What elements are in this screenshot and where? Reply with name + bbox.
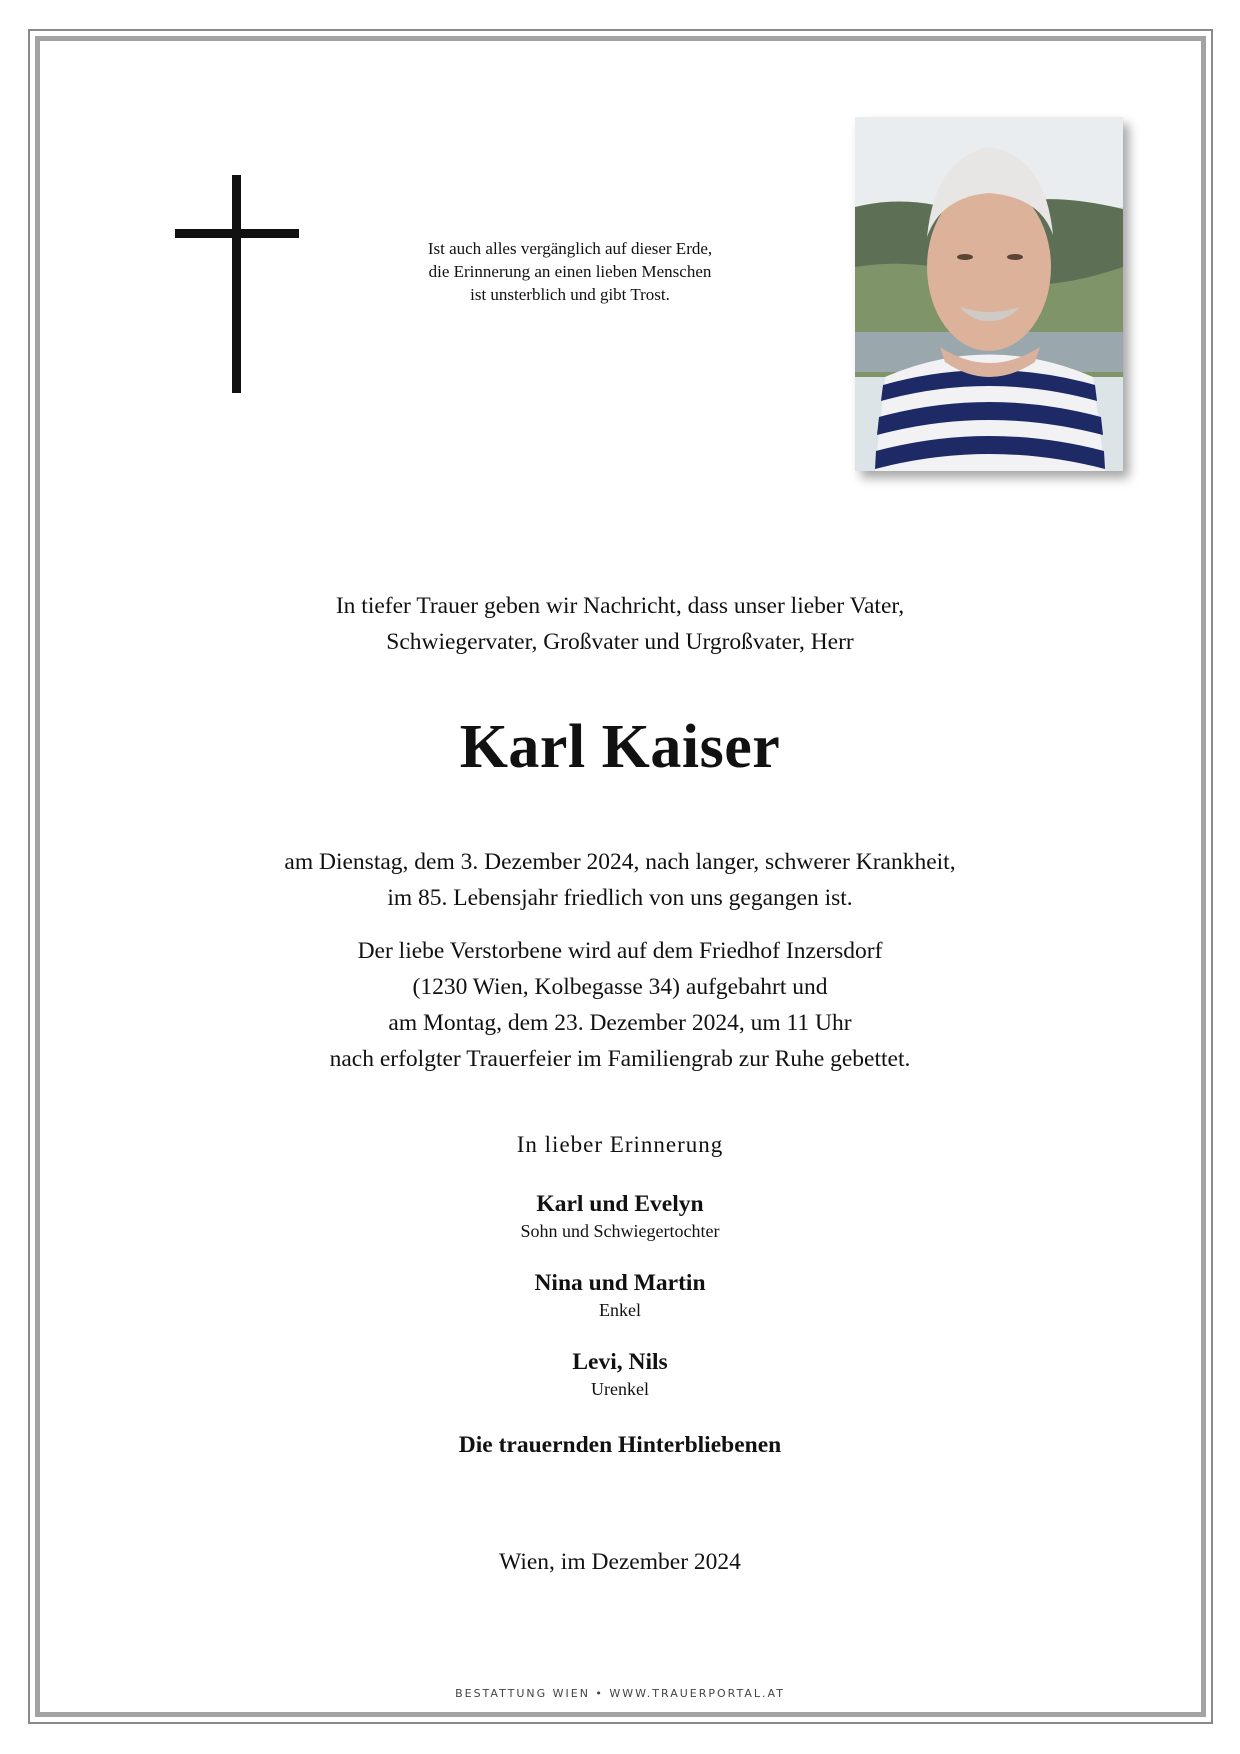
mourner-group — [120, 1268, 1120, 1322]
verse — [370, 237, 770, 306]
intro-line: Schwiegervater, Großvater und Urgroßvater, Herr — [386, 629, 854, 655]
portrait-photo — [855, 117, 1123, 471]
mourner-group — [120, 1189, 1120, 1243]
closing-signature: Die trauernden Hinterbliebenen — [458, 1432, 782, 1458]
death-notice — [120, 844, 1120, 916]
mourner-relation: Enkel — [599, 1300, 641, 1320]
mourner-relation: Urenkel — [591, 1379, 649, 1399]
intro-line: In tiefer Trauer geben wir Nachricht, dass unser lieber Vater, — [335, 593, 905, 619]
death-line: am Dienstag, dem 3. Dezember 2024, nach langer, schwerer Krankheit, — [284, 849, 956, 875]
mourner-name: Levi, Nils — [572, 1349, 668, 1375]
place-date: Wien, im Dezember 2024 — [499, 1549, 741, 1575]
verse-line: ist unsterblich und gibt Trost. — [470, 285, 670, 304]
mourner-name: Nina und Martin — [534, 1270, 706, 1296]
burial-notice — [120, 933, 1120, 1077]
burial-line: (1230 Wien, Kolbegasse 34) aufgebahrt und — [412, 974, 828, 1000]
mourner-group — [120, 1347, 1120, 1401]
death-line: im 85. Lebensjahr friedlich von uns gegangen ist. — [387, 885, 853, 911]
verse-line: Ist auch alles vergänglich auf dieser Erde, — [427, 239, 713, 258]
announcement-intro — [120, 588, 1120, 660]
deceased-name: Karl Kaiser — [459, 713, 781, 781]
footer-credit: BESTATTUNG WIEN • WWW.TRAUERPORTAL.AT — [455, 1687, 785, 1700]
mourner-name: Karl und Evelyn — [536, 1191, 704, 1217]
cross-icon — [175, 175, 299, 393]
burial-line: nach erfolgter Trauerfeier im Familiengrab zur Ruhe gebettet. — [329, 1046, 911, 1072]
mourner-relation: Sohn und Schwiegertochter — [520, 1221, 720, 1241]
burial-line: Der liebe Verstorbene wird auf dem Friedhof Inzersdorf — [357, 938, 883, 964]
burial-line: am Montag, dem 23. Dezember 2024, um 11 Uhr — [388, 1010, 852, 1036]
memory-heading: In lieber Erinnerung — [516, 1132, 724, 1157]
verse-line: die Erinnerung an einen lieben Menschen — [428, 262, 712, 281]
